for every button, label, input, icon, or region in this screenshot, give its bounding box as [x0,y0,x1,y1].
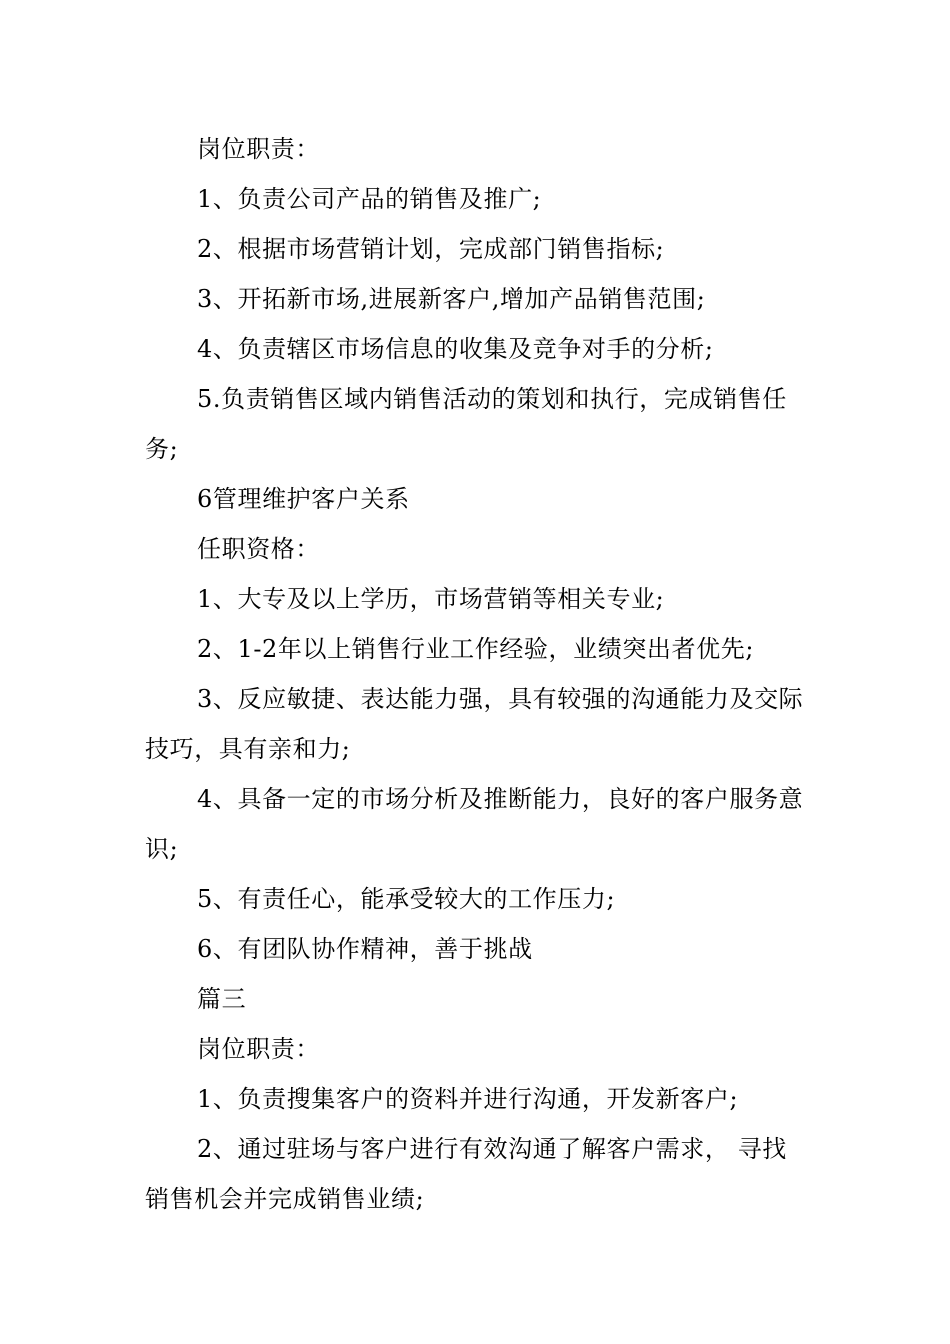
list-item: 4、具备一定的市场分析及推断能力，良好的客户服务意识; [145,785,804,863]
document-body [145,124,810,1224]
list-item: 6管理维护客户关系 [197,485,410,513]
list-item: 5.负责销售区域内销售活动的策划和执行，完成销售任务; [145,385,787,463]
section-heading-qualifications: 任职资格： [197,535,320,563]
section-heading-responsibilities: 岗位职责： [197,135,320,163]
list-item: 3、开拓新市场,进展新客户,增加产品销售范围; [197,285,706,313]
list-item: 3、反应敏捷、表达能力强，具有较强的沟通能力及交际技巧，具有亲和力; [145,685,804,763]
list-item: 2、根据市场营销计划，完成部门销售指标; [197,235,665,263]
chapter-heading: 篇三 [197,985,247,1013]
list-item: 4、负责辖区市场信息的收集及竞争对手的分析; [197,335,714,363]
list-item: 2、通过驻场与客户进行有效沟通了解客户需求， 寻找销售机会并完成销售业绩; [145,1135,787,1213]
list-item: 5、有责任心，能承受较大的工作压力; [197,885,616,913]
list-item: 1、负责搜集客户的资料并进行沟通，开发新客户; [197,1085,739,1113]
list-item: 2、1-2年以上销售行业工作经验，业绩突出者优先; [197,635,755,663]
list-item: 1、负责公司产品的销售及推广; [197,185,542,213]
section-heading-responsibilities: 岗位职责： [197,1035,320,1063]
list-item: 6、有团队协作精神，善于挑战 [197,935,533,963]
list-item: 1、大专及以上学历，市场营销等相关专业; [197,585,665,613]
